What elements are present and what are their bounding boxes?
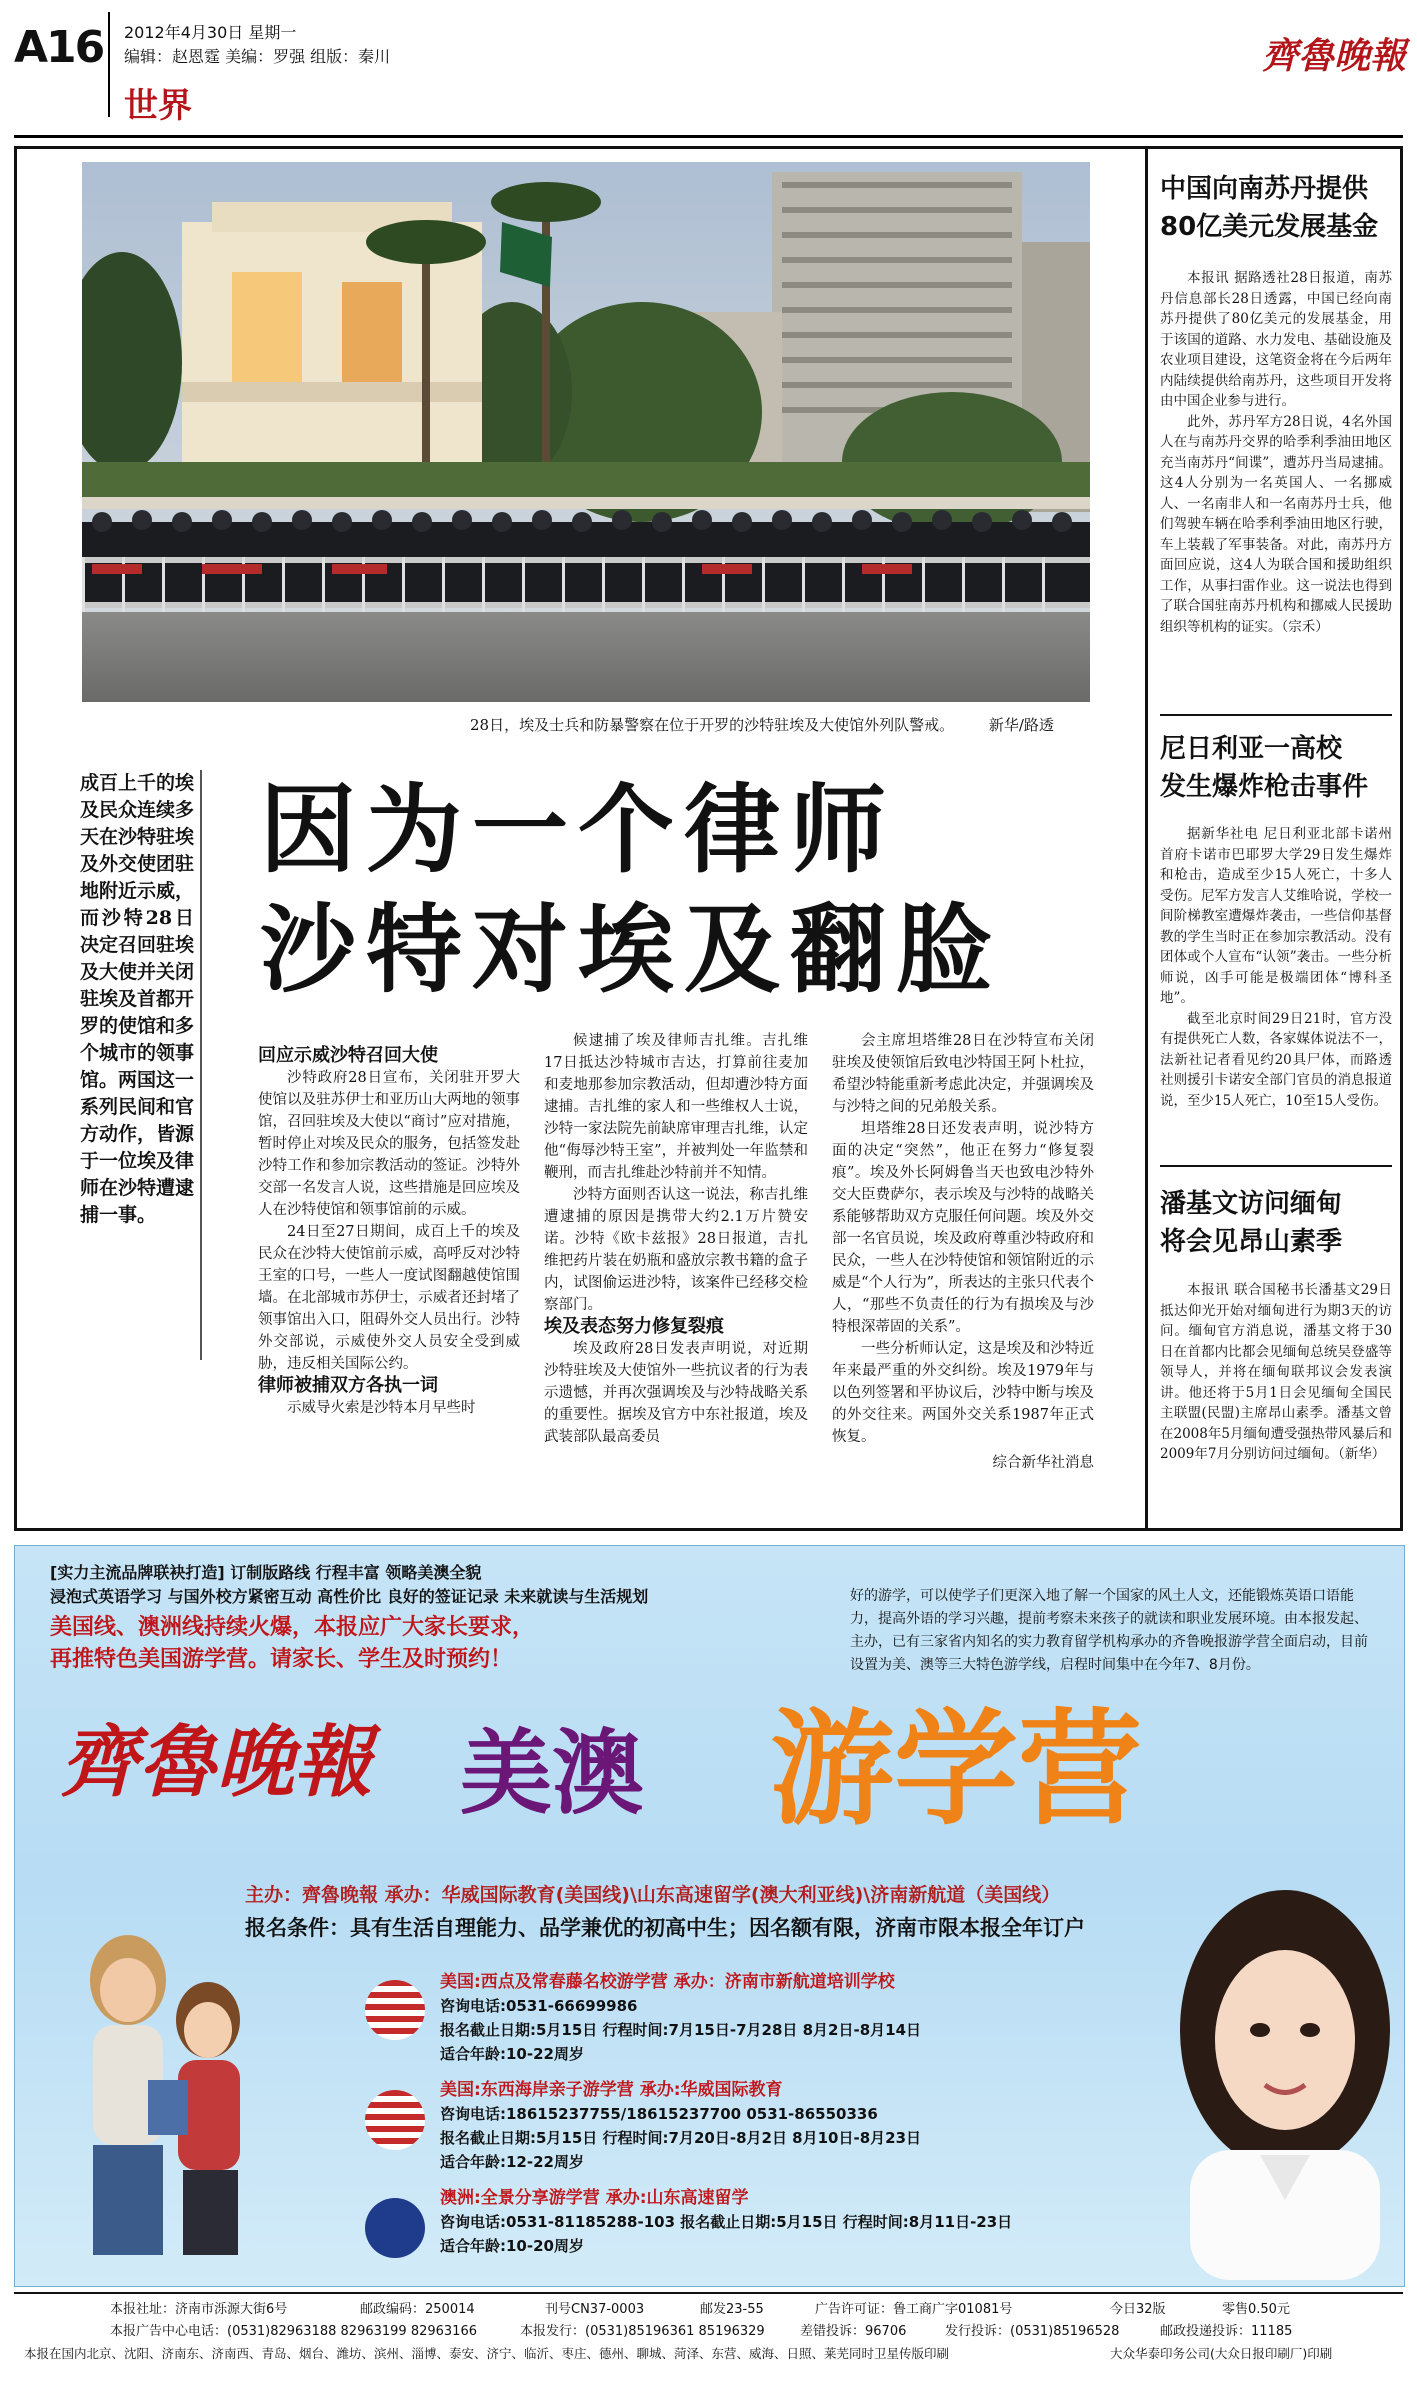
- footer-postal-code: 邮发23-55: [700, 2302, 764, 2317]
- page-number: A16: [14, 22, 104, 73]
- camp-title: 美国:东西海岸亲子游学营 承办:华威国际教育: [440, 2080, 783, 2100]
- hot-line: 美国线、澳洲线持续火爆，本报应广大家长要求，: [50, 1615, 535, 1640]
- photo-credit: 新华/路透: [988, 716, 1054, 734]
- footer-errors: 差错投诉：96706: [800, 2324, 907, 2339]
- main-headline: [260, 770, 1002, 1010]
- title-line: 发生爆炸枪击事件: [1160, 772, 1369, 802]
- article-source: 综合新华社消息: [992, 1455, 1094, 1471]
- camp-phone: 咨询电话:0531-66699986: [440, 1997, 638, 2015]
- camp-2: [440, 2078, 921, 2174]
- section-title: 世界: [124, 86, 192, 126]
- footer-printer: 大众华泰印务公司(大众日报印刷厂)印刷: [1110, 2346, 1333, 2361]
- camp-title: 美国:西点及常春藤名校游学营 承办：济南市新航道培训学校: [440, 1972, 895, 1992]
- us-flag-icon: [365, 1980, 425, 2040]
- sidebar-rule: [1160, 1165, 1392, 1167]
- subhead-repair: 埃及表态努力修复裂痕: [544, 1316, 724, 1337]
- footer-price: 零售0.50元: [1222, 2302, 1290, 2317]
- footer-print-cities: 本报在国内北京、沈阳、济南东、济南西、青岛、烟台、潍坊、滨州、淄博、泰安、济宁、临沂、枣庄、德州、聊城、菏泽、东营、威海、日照、莱芜同时卫星传版印刷: [24, 2346, 950, 2361]
- ad-brand-logo: 齊魯晚報: [60, 1717, 373, 1808]
- footer-address: 本报社址：济南市泺源大街6号: [110, 2302, 288, 2317]
- sidebar-divider: [1145, 146, 1148, 1531]
- paragraph: 候逮捕了埃及律师吉扎维。吉扎维17日抵达沙特城市吉达，打算前往麦加和麦地那参加宗教活动，但却遭沙特方面逮捕。吉扎维的家人和一些维权人士说，沙特一家法院先前缺席审理吉扎维，认定他“侮辱沙特王室”，并被判处一年监禁和鞭刑，而吉扎维赴沙特前并不知情。: [544, 1033, 808, 1181]
- camp-3: [440, 2186, 1012, 2258]
- ad-title-part-2: 游学营: [770, 1698, 1143, 1842]
- sidebar-story-3-body: [1160, 1280, 1392, 1465]
- headline-line-1: 因为一个律师: [260, 774, 896, 886]
- photo-caption: [470, 714, 1054, 735]
- paragraph: 坦塔维28日还发表声明，说沙特方面的决定“突然”，他正在努力“修复裂痕”。埃及外长阿姆鲁当天也致电沙特外交大臣费萨尔，表示埃及与沙特的战略关系能够帮助双方克服任何问题。埃及外交部一名官员说，埃及政府尊重沙特政府和民众，一些人在沙特使馆和领馆附近的示威是“个人行为”，所表达的主张只代表个人，“那些不负责任的行为有损埃及与沙特根深蒂固的关系”。: [832, 1121, 1094, 1335]
- paragraph: 本报讯 据路透社28日报道，南苏丹信息部长28日透露，中国已经向南苏丹提供了80亿美元的发展基金，用于该国的道路、水力发电、基础设施及农业项目建设，这笔资金将在今后两年内陆续提供给南苏丹，这些项目开发将由中国企业参与进行。: [1160, 270, 1392, 409]
- editors-line: 编辑：赵恩霆 美编：罗强 组版：秦川: [124, 47, 391, 66]
- camp-age: 适合年龄:10-20周岁: [440, 2237, 584, 2255]
- paragraph: 一些分析师认定，这是埃及和沙特近年来最严重的外交纠纷。埃及1979年与以色列签署和平协议后，沙特中断与埃及的外交往来。两国外交关系1987年正式恢复。: [832, 1341, 1094, 1445]
- paragraph: 24日至27日期间，成百上千的埃及民众在沙特大使馆前示威，高呼反对沙特王室的口号，一些人一度试图翻越使馆围墙。在北部城市苏伊士，示威者还封堵了领事馆出入口，阻碍外交人员出行。沙特外交部说，示威使外交人员安全受到威胁，违反相关国际公约。: [258, 1224, 520, 1372]
- footer-pages: 今日32版: [1110, 2302, 1166, 2317]
- header-divider: [108, 12, 110, 117]
- article-column-3: [832, 1030, 1094, 1474]
- paragraph: 据新华社电 尼日利亚北部卡诺州首府卡诺市巴耶罗大学29日发生爆炸和枪击，造成至少15人死亡，十多人受伤。尼军方发言人艾维哈说，学校一间阶梯教室遭爆炸袭击，一些信仰基督教的学生当时正在参加宗教活动。没有团体或个人宣布“认领”袭击。一些分析师说，凶手可能是极端团体“博科圣地”。: [1160, 826, 1392, 1006]
- subhead-lawyer: 律师被捕双方各执一词: [258, 1375, 438, 1396]
- footer-ad-license: 广告许可证：鲁工商广字01081号: [815, 2302, 1013, 2317]
- camp-dates: 报名截止日期:5月15日 行程时间:7月20日-8月2日 8月10日-8月23日: [440, 2129, 922, 2147]
- footer-ad-phone: 本报广告中心电话：(0531)82963188 82963199 82963166: [110, 2324, 477, 2339]
- ad-intro: 好的游学，可以使学子们更深入地了解一个国家的风土人文，还能锻炼英语口语能力，提高外语的学习兴趣，提前考察未来孩子的就读和职业发展环境。由本报发起、主办，已有三家省内知名的实力教育留学机构承办的齐鲁晚报游学营全面启动，目前设置为美、澳等三大特色游学线，启程时间集中在今年7、8月份。: [850, 1588, 1368, 1673]
- footer-distribution: 本报发行：(0531)85196361 85196329: [520, 2324, 765, 2339]
- sidebar-story-3-title: [1160, 1185, 1392, 1261]
- australia-flag-icon: [365, 2198, 425, 2258]
- title-line: 80亿美元发展基金: [1160, 212, 1379, 242]
- date-line: 2012年4月30日 星期一: [124, 23, 297, 42]
- camp-1: [440, 1970, 921, 2066]
- ad-title-part-1: 美澳: [460, 1720, 645, 1827]
- paragraph: 沙特方面则否认这一说法，称吉扎维遭逮捕的原因是携带大约2.1万片赞安诺。沙特《欧卡兹报》28日报道，吉扎维把药片装在奶瓶和盛放宗教书籍的盒子内，试图偷运进沙特，该案件已经移交检察部门。: [544, 1187, 808, 1313]
- paragraph: 示威导火索是沙特本月早些时: [287, 1400, 476, 1416]
- sidebar-rule: [1160, 714, 1392, 716]
- paragraph: 沙特政府28日宣布，关闭驻开罗大使馆以及驻苏伊士和亚历山大两地的领事馆，召回驻埃及大使以“商讨”应对措施，暂时停止对埃及民众的服务，包括签发赴沙特工作和参加宗教活动的签证。沙特外交部一名发言人说，这些措施是回应埃及人在沙特使馆和领事馆前的示威。: [258, 1070, 520, 1218]
- paragraph: 埃及政府28日发表声明说，对近期沙特驻埃及大使馆外一些抗议者的行为表示遗憾，并再次强调埃及与沙特战略关系的重要性。据埃及官方中东社报道，埃及武装部队最高委员: [544, 1341, 808, 1445]
- footer-postcode: 邮政编码：250014: [360, 2302, 475, 2317]
- camp-age: 适合年龄:12-22周岁: [440, 2153, 584, 2171]
- sidebar-story-1-title: [1160, 170, 1392, 246]
- paragraph: 会主席坦塔维28日在沙特宣布关闭驻埃及使领馆后致电沙特国王阿卜杜拉，希望沙特能重新考虑此决定，并强调埃及与沙特之间的兄弟般关系。: [832, 1033, 1094, 1115]
- us-flag-icon: [365, 2090, 425, 2150]
- ad-tagline-1: [实力主流品牌联袂打造] 订制版路线 行程丰富 领略美澳全貌: [50, 1563, 482, 1582]
- camp-title: 澳洲:全景分享游学营 承办:山东高速留学: [440, 2188, 749, 2208]
- paragraph: 本报讯 联合国秘书长潘基文29日抵达仰光开始对缅甸进行为期3天的访问。缅甸官方消息说，潘基文将于30日在首都内比都会见缅甸总统吴登盛等领导人，并将在缅甸联邦议会发表演讲。他还将于5月1日会见缅甸全国民主联盟(民盟)主席昂山素季。潘基文曾在2008年5月缅甸遭受强热带风暴后和2009年7月分别访问过缅甸。（新华）: [1160, 1282, 1392, 1462]
- ad-organizers: 主办：齊魯晚報 承办：华威国际教育(美国线)\山东高速留学(澳大利亚线)\济南新航道（美国线）: [245, 1884, 1061, 1906]
- students-illustration: [48, 1920, 278, 2260]
- hot-line: 再推特色美国游学营。请家长、学生及时预约！: [50, 1647, 513, 1672]
- lead-divider: [200, 770, 202, 1360]
- subhead-recall: 回应示威沙特召回大使: [258, 1045, 438, 1066]
- sidebar-story-1-body: [1160, 268, 1392, 637]
- sidebar-story-2-body: [1160, 824, 1392, 1111]
- camp-phone: 咨询电话:0531-81185288-103 报名截止日期:5月15日 行程时间:8月11日-23日: [440, 2213, 1013, 2231]
- title-line: 将会见昂山素季: [1160, 1227, 1343, 1257]
- paragraph: 此外，苏丹军方28日说，4名外国人在与南苏丹交界的哈季利季油田地区充当南苏丹“间谍”，遭苏丹当局逮捕。这4人分别为一名英国人、一名挪威人、一名南非人和一名南苏丹士兵，他们驾驶车辆在哈季利季油田地区行驶，车上装载了军事装备。对此，南苏丹方面回应说，这4人为联合国和援助组织工作，从事扫雷作业。这一说法也得到了联合国驻南苏丹机构和挪威人民援助组织等机构的证实。（宗禾）: [1160, 413, 1392, 635]
- sidebar-story-2-title: [1160, 730, 1392, 806]
- ad-tagline-2: 浸泡式英语学习 与国外校方紧密互动 高性价比 良好的签证记录 未来就读与生活规划: [50, 1587, 649, 1606]
- footer-postal-complaint: 邮政投递投诉：11185: [1160, 2324, 1293, 2339]
- title-line: 潘基文访问缅甸: [1160, 1189, 1343, 1219]
- footer-rule: [14, 2292, 1403, 2294]
- ad-hot-notice: [50, 1612, 660, 1676]
- lead-paragraph: 成百上千的埃及民众连续多天在沙特驻埃及外交使团驻地附近示威，而沙特28日决定召回驻埃及大使并关闭驻埃及首都开罗的使馆和多个城市的领事馆。两国这一系列民间和官方动作，皆源于一位埃及律师在沙特遭逮捕一事。: [80, 772, 195, 1226]
- title-line: 尼日利亚一高校: [1160, 734, 1343, 764]
- footer-issn: 刊号CN37-0003: [545, 2302, 645, 2317]
- article-column-2: [544, 1030, 808, 1448]
- header-rule: [14, 135, 1403, 138]
- camp-age: 适合年龄:10-22周岁: [440, 2045, 584, 2063]
- girl-portrait: [1170, 1880, 1400, 2280]
- embassy-photo: [82, 162, 1090, 702]
- title-line: 中国向南苏丹提供: [1160, 174, 1369, 204]
- camp-phone: 咨询电话:18615237755/18615237700 0531-86550336: [440, 2105, 878, 2123]
- caption-text: 28日，埃及士兵和防暴警察在位于开罗的沙特驻埃及大使馆外列队警戒。: [470, 716, 955, 734]
- camp-dates: 报名截止日期:5月15日 行程时间:7月15日-7月28日 8月2日-8月14日: [440, 2021, 922, 2039]
- article-column-1: [258, 1045, 520, 1419]
- newspaper-logo: 齊魯晚報: [1262, 35, 1407, 77]
- footer-delivery: 发行投诉：(0531)85196528: [945, 2324, 1120, 2339]
- headline-line-2: 沙特对埃及翻脸: [260, 894, 1002, 1006]
- paragraph: 截至北京时间29日21时，官方没有提供死亡人数，各家媒体说法不一，法新社记者看见约20具尸体，而路透社则援引卡诺安全部门官员的消息报道说，至少15人死亡，10至15人受伤。: [1160, 1010, 1392, 1109]
- ad-conditions: 报名条件：具有生活自理能力、品学兼优的初高中生；因名额有限，济南市限本报全年订户: [245, 1916, 1085, 1940]
